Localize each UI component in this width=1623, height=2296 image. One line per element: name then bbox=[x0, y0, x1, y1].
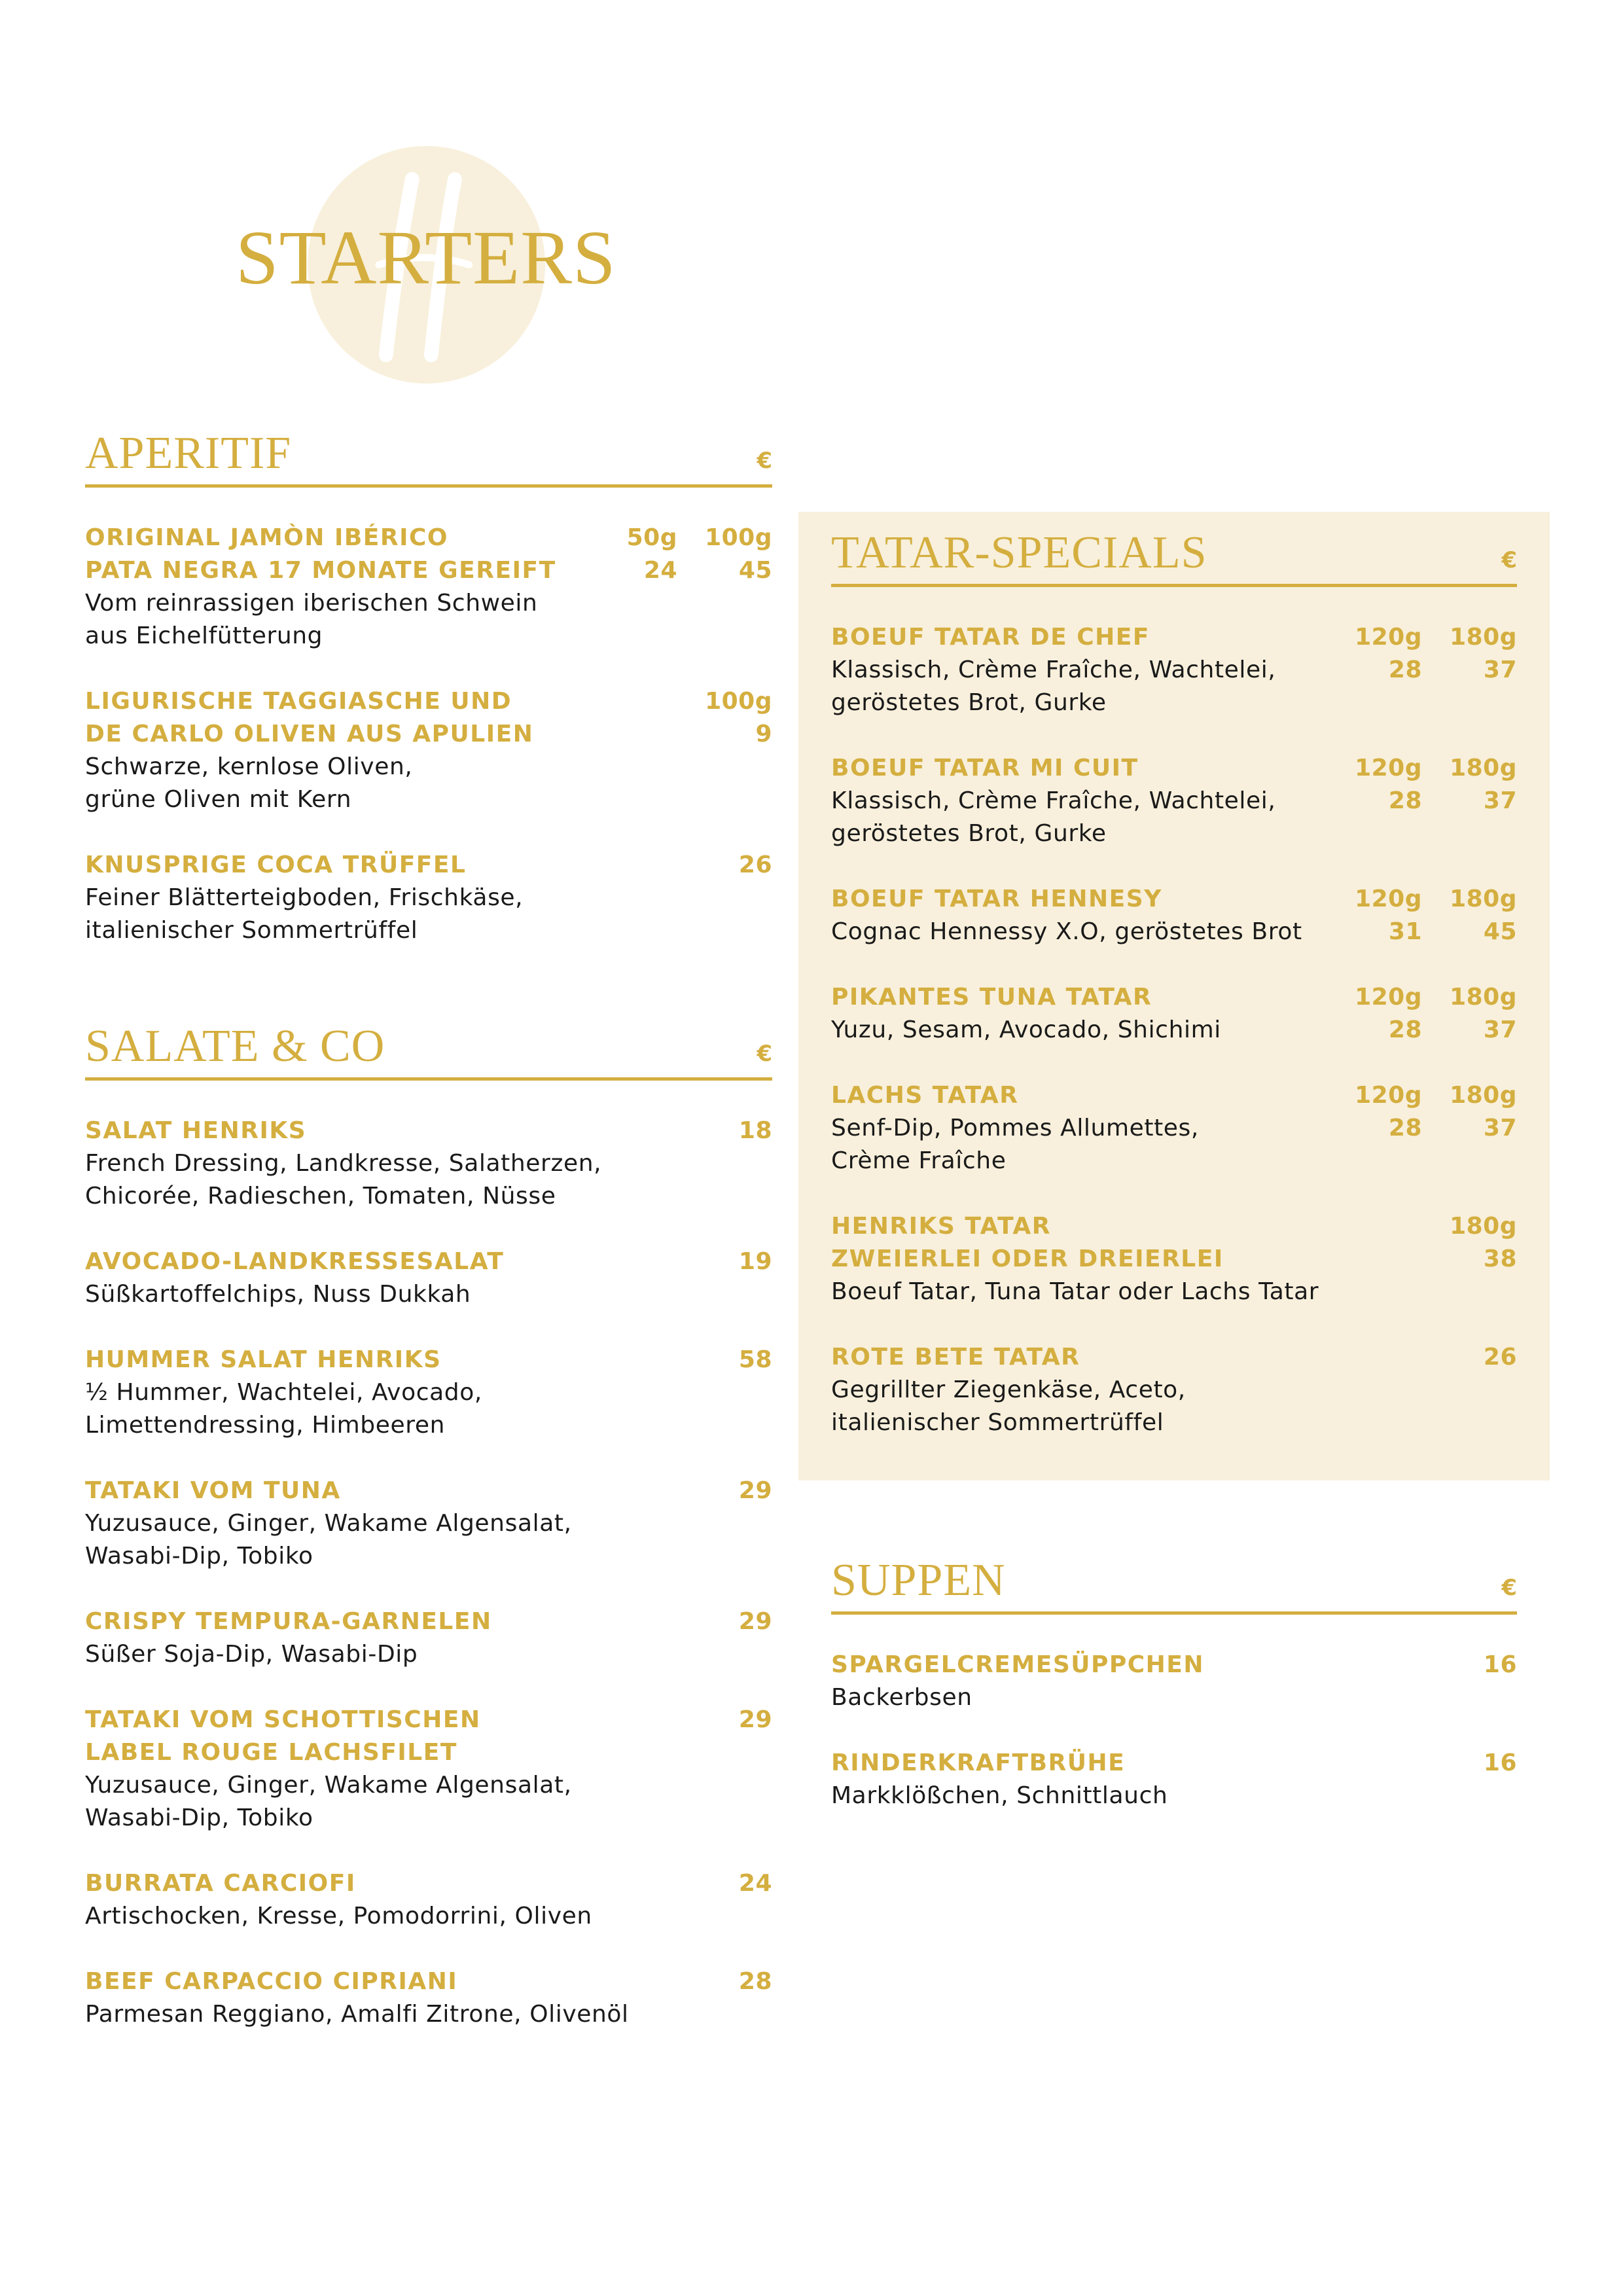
menu-item bbox=[85, 1475, 772, 1573]
item-description: Yuzusauce, Ginger, Wakame Algensalat, bbox=[85, 1510, 572, 1537]
section-header bbox=[831, 1555, 1517, 1615]
price-large: 37 bbox=[1483, 1115, 1517, 1141]
item-description: Yuzusauce, Ginger, Wakame Algensalat, bbox=[85, 1772, 572, 1799]
size-large: 180g bbox=[1450, 624, 1517, 651]
item-description: Feiner Blätterteigboden, Frischkäse, bbox=[85, 884, 524, 911]
item-description: Senf-Dip, Pommes Allumettes, bbox=[831, 1115, 1199, 1141]
currency-label: € bbox=[757, 1041, 772, 1067]
size-large: 180g bbox=[1450, 755, 1517, 781]
section-title: SUPPEN bbox=[831, 1555, 1006, 1605]
item-description: Boeuf Tatar, Tuna Tatar oder Lachs Tatar bbox=[831, 1278, 1319, 1305]
item-name: LACHS TATAR bbox=[831, 1082, 1019, 1109]
section-header bbox=[831, 528, 1517, 587]
item-name: LIGURISCHE TAGGIASCHE UND bbox=[85, 688, 512, 715]
size-small: 50g bbox=[626, 524, 677, 551]
size-small: 120g bbox=[1355, 624, 1422, 651]
section-aperitif bbox=[85, 428, 772, 947]
item-price: 28 bbox=[738, 1968, 772, 1995]
size-large: 180g bbox=[1450, 1213, 1517, 1240]
currency-label: € bbox=[1501, 547, 1517, 573]
size-small: 120g bbox=[1355, 1082, 1422, 1109]
price-small: 28 bbox=[1388, 656, 1422, 683]
item-price: 58 bbox=[738, 1346, 772, 1373]
item-name: ORIGINAL JAMÒN IBÉRICO bbox=[85, 524, 449, 551]
price-small: 28 bbox=[1388, 1016, 1422, 1043]
size-large: 180g bbox=[1450, 1082, 1517, 1109]
section-suppen bbox=[831, 1555, 1517, 1812]
item-description: italienischer Sommertrüffel bbox=[831, 1409, 1164, 1436]
menu-item bbox=[85, 1344, 772, 1442]
item-description: geröstetes Brot, Gurke bbox=[831, 689, 1107, 716]
item-name: LABEL ROUGE LACHSFILET bbox=[85, 1739, 457, 1766]
price-large: 45 bbox=[1483, 918, 1517, 945]
item-price: 24 bbox=[738, 1870, 772, 1897]
item-description: Schwarze, kernlose Oliven, bbox=[85, 753, 413, 780]
item-name: BOEUF TATAR DE CHEF bbox=[831, 624, 1150, 651]
price-large: 37 bbox=[1483, 656, 1517, 683]
item-price: 16 bbox=[1483, 1749, 1517, 1776]
item-price: 29 bbox=[738, 1477, 772, 1504]
item-description: Yuzu, Sesam, Avocado, Shichimi bbox=[831, 1016, 1221, 1043]
price-large: 37 bbox=[1483, 787, 1517, 814]
item-name: HUMMER SALAT HENRIKS bbox=[85, 1346, 442, 1373]
item-name: PATA NEGRA 17 MONATE GEREIFT bbox=[85, 557, 556, 584]
item-name: HENRIKS TATAR bbox=[831, 1213, 1051, 1240]
size-large: 180g bbox=[1450, 886, 1517, 912]
price-large: 45 bbox=[738, 557, 772, 584]
item-description: Cognac Hennessy X.O, geröstetes Brot bbox=[831, 918, 1302, 945]
item-description: Gegrillter Ziegenkäse, Aceto, bbox=[831, 1376, 1186, 1403]
price-small: 24 bbox=[643, 557, 677, 584]
size-small: 120g bbox=[1355, 984, 1422, 1011]
item-name: BOEUF TATAR HENNESY bbox=[831, 886, 1162, 912]
price-large: 37 bbox=[1483, 1016, 1517, 1043]
price-small: 28 bbox=[1388, 787, 1422, 814]
currency-label: € bbox=[757, 448, 772, 474]
item-price: 29 bbox=[738, 1706, 772, 1733]
section-title: APERITIF bbox=[85, 428, 292, 478]
item-description: Chicorée, Radieschen, Tomaten, Nüsse bbox=[85, 1183, 556, 1210]
item-description: Vom reinrassigen iberischen Schwein bbox=[85, 590, 538, 617]
section-salate bbox=[85, 1021, 772, 2031]
item-description: geröstetes Brot, Gurke bbox=[831, 820, 1107, 847]
item-name: CRISPY TEMPURA-GARNELEN bbox=[85, 1608, 492, 1635]
item-description: Klassisch, Crème Fraîche, Wachtelei, bbox=[831, 787, 1276, 814]
item-description: Backerbsen bbox=[831, 1684, 972, 1711]
item-price: 26 bbox=[738, 852, 772, 878]
item-price: 19 bbox=[738, 1248, 772, 1275]
section-tatar-specials bbox=[831, 528, 1517, 1439]
item-description: Parmesan Reggiano, Amalfi Zitrone, Olivenöl bbox=[85, 2001, 629, 2028]
item-name: SALAT HENRIKS bbox=[85, 1117, 307, 1144]
item-name: TATAKI VOM TUNA bbox=[85, 1477, 341, 1504]
item-description: ½ Hummer, Wachtelei, Avocado, bbox=[85, 1379, 482, 1406]
item-description: Wasabi-Dip, Tobiko bbox=[85, 1804, 313, 1831]
menu-item bbox=[85, 1246, 772, 1311]
item-description: Klassisch, Crème Fraîche, Wachtelei, bbox=[831, 656, 1276, 683]
section-title: TATAR-SPECIALS bbox=[831, 528, 1207, 578]
item-description: Limettendressing, Himbeeren bbox=[85, 1412, 446, 1439]
menu-item bbox=[85, 685, 772, 816]
item-description: French Dressing, Landkresse, Salatherzen, bbox=[85, 1150, 602, 1177]
item-description: aus Eichelfütterung bbox=[85, 622, 323, 649]
menu-item bbox=[831, 752, 1517, 850]
item-price: 29 bbox=[738, 1608, 772, 1635]
item-name: ZWEIERLEI ODER DREIERLEI bbox=[831, 1246, 1224, 1272]
price-large: 9 bbox=[755, 721, 772, 747]
menu-item bbox=[831, 1210, 1517, 1308]
item-name: ROTE BETE TATAR bbox=[831, 1344, 1080, 1371]
item-name: BEEF CARPACCIO CIPRIANI bbox=[85, 1968, 458, 1995]
item-description: Artischocken, Kresse, Pomodorrini, Oliven bbox=[85, 1903, 592, 1929]
menu-item bbox=[85, 1867, 772, 1933]
item-name: AVOCADO-LANDKRESSESALAT bbox=[85, 1248, 505, 1275]
item-name: PIKANTES TUNA TATAR bbox=[831, 984, 1152, 1011]
menu-item bbox=[831, 883, 1517, 948]
menu-item bbox=[831, 1747, 1517, 1812]
menu-item bbox=[85, 1605, 772, 1671]
size-small: 120g bbox=[1355, 755, 1422, 781]
item-name: DE CARLO OLIVEN AUS APULIEN bbox=[85, 721, 534, 747]
menu-item bbox=[831, 981, 1517, 1047]
item-price: 18 bbox=[738, 1117, 772, 1144]
menu-item bbox=[85, 1965, 772, 2031]
section-title: SALATE & CO bbox=[85, 1021, 385, 1071]
size-small: 120g bbox=[1355, 886, 1422, 912]
item-description: Wasabi-Dip, Tobiko bbox=[85, 1543, 313, 1570]
price-small: 28 bbox=[1388, 1115, 1422, 1141]
item-name: SPARGELCREMESÜPPCHEN bbox=[831, 1651, 1205, 1678]
menu-item bbox=[85, 1115, 772, 1213]
item-price: 16 bbox=[1483, 1651, 1517, 1678]
item-description: Crème Fraîche bbox=[831, 1147, 1007, 1174]
item-description: grüne Oliven mit Kern bbox=[85, 786, 352, 813]
page-title: STARTERS bbox=[236, 215, 616, 300]
menu-item bbox=[85, 522, 772, 653]
menu-item bbox=[831, 621, 1517, 719]
item-description: italienischer Sommertrüffel bbox=[85, 917, 418, 944]
size-large: 180g bbox=[1450, 984, 1517, 1011]
price-large: 38 bbox=[1483, 1246, 1517, 1272]
item-name: BOEUF TATAR MI CUIT bbox=[831, 755, 1139, 781]
menu-item bbox=[85, 849, 772, 947]
section-header bbox=[85, 428, 772, 488]
menu-item bbox=[831, 1649, 1517, 1714]
section-header bbox=[85, 1021, 772, 1081]
item-name: BURRATA CARCIOFI bbox=[85, 1870, 356, 1897]
item-name: RINDERKRAFTBRÜHE bbox=[831, 1749, 1126, 1776]
menu-item bbox=[831, 1079, 1517, 1177]
menu-item bbox=[831, 1341, 1517, 1439]
item-description: Markklößchen, Schnittlauch bbox=[831, 1782, 1168, 1809]
price-small: 31 bbox=[1388, 918, 1422, 945]
item-price: 26 bbox=[1483, 1344, 1517, 1371]
menu-item bbox=[85, 1704, 772, 1835]
item-description: Süßkartoffelchips, Nuss Dukkah bbox=[85, 1281, 471, 1308]
currency-label: € bbox=[1501, 1575, 1517, 1601]
item-name: TATAKI VOM SCHOTTISCHEN bbox=[85, 1706, 481, 1733]
item-description: Süßer Soja-Dip, Wasabi-Dip bbox=[85, 1641, 418, 1668]
size-large: 100g bbox=[705, 524, 772, 551]
item-name: KNUSPRIGE COCA TRÜFFEL bbox=[85, 852, 467, 878]
size-large: 100g bbox=[705, 688, 772, 715]
